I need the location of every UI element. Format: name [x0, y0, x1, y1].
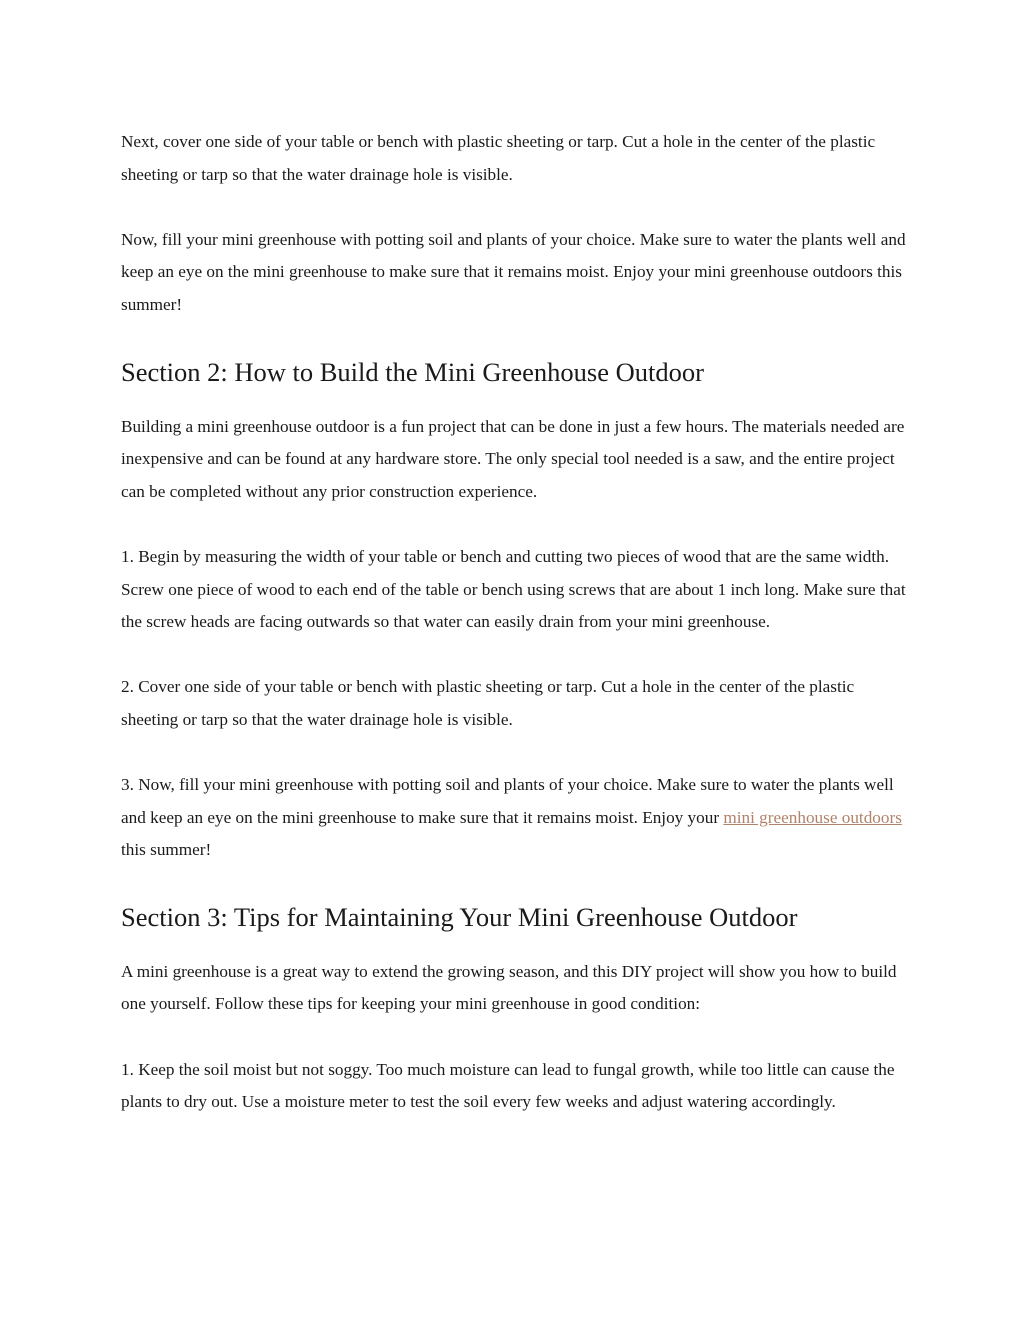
section2-intro: Building a mini greenhouse outdoor is a fun project that can be done in just a few hours. The materials needed are inexpensive and can be found at any hardware store. The only special tool needed is a saw, and the entire project can be completed without any prior construction experience.	[121, 416, 905, 501]
paragraph-cover-table: Next, cover one side of your table or bench with plastic sheeting or tarp. Cut a hole in the center of the plastic sheeting or tarp so that the water drainage hole is visible.	[121, 132, 876, 184]
section2-step1: 1. Begin by measuring the width of your table or bench and cutting two pieces of wood that are the same width. Screw one piece of wood to each end of the table or bench using screws that are about 1 inch long. Make sure that the screw heads are facing outwards so that water can easily drain from your mini greenhouse.	[121, 546, 906, 632]
paragraph-fill-greenhouse: Now, fill your mini greenhouse with potting soil and plants of your choice. Make sure to water the plants well and keep an eye on the mini greenhouse to make sure that it remains moist. Enjoy your mini greenhouse outdoors this summer!	[121, 229, 906, 314]
mini-greenhouse-outdoors-link[interactable]: mini greenhouse outdoors	[723, 807, 902, 827]
section2-heading: Section 2: How to Build the Mini Greenhouse Outdoor	[121, 356, 704, 387]
section2-step2: 2. Cover one side of your table or bench with plastic sheeting or tarp. Cut a hole in the center of the plastic sheeting or tarp so that the water drainage hole is visible.	[121, 677, 855, 729]
document-page	[121, 126, 911, 1119]
section2-step3	[121, 769, 911, 867]
section2-step3-end: this summer!	[121, 840, 212, 860]
section3-tip1: 1. Keep the soil moist but not soggy. Too much moisture can lead to fungal growth, while too little can cause the plants to dry out. Use a moisture meter to test the soil every few weeks and adjust watering accordingly.	[121, 1059, 895, 1112]
section3-intro: A mini greenhouse is a great way to extend the growing season, and this DIY project will show you how to build one yourself. Follow these tips for keeping your mini greenhouse in good condition:	[121, 961, 897, 1014]
section2-step3-text: 3. Now, fill your mini greenhouse with potting soil and plants of your choice. Make sure to water the plants well and keep an eye on the mini greenhouse to make sure that it remains moist. Enjoy your	[121, 775, 894, 827]
section3-heading: Section 3: Tips for Maintaining Your Mini Greenhouse Outdoor	[121, 901, 798, 932]
